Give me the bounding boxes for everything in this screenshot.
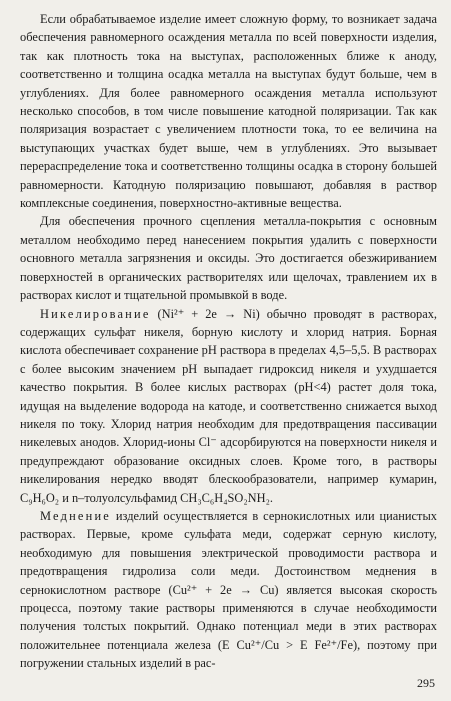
body-text	[20, 10, 437, 673]
page-number: 295	[417, 676, 435, 690]
paragraph-copper-plating: Меднение изделий осуществляется в сернокислотных или цианистых растворах. Первые, кроме сульфата меди, содержат серную кислоту, необходимую для повышения электрической проводимости раствора и предотвращения гидролиза соли меди. Достоинством меднения в сернокислотном растворе (Cu²⁺ + 2e → Cu) является высокая скорость процесса, поэтому такие растворы применяются в случае необходимости получения толстых покрытий. Однако потенциал меди в этих растворах положительнее потенциала железа (E Cu²⁺/Cu > E Fe²⁺/Fe), поэтому при погружении стальных изделий в рас-	[20, 508, 437, 671]
paragraph-nickel-plating: Никелирование (Ni²⁺ + 2e → Ni) обычно проводят в растворах, содержащих сульфат никеля, борную кислоту и хлорид натрия. Борная кислота обеспечивает сохранение pH раствора в пределах 4,5–5,5. В растворах с более высоким значением pH выпадает гидроксид никеля и ухудшается качество покрытия. В более кислых растворах (pH<4) растет доля тока, идущая на выделение водорода на катоде, и соответственно снижается выход никеля по току. Хлорид натрия необходим для предотвращения пассивации никелевых анодов. Хлорид-ионы Cl⁻ адсорбируются на поверхности никеля и предупреждают образование оксидных слоев. Кроме того, в растворы никелирования нередко вводят блескообразователи, например кумарин, C₉H₆O₂ и n–толуолсульфамид CH₃C₆H₄SO₂NH₂.	[20, 306, 437, 505]
paragraph-complex-shape: Если обрабатываемое изделие имеет сложную форму, то возникает задача обеспечения равномерного осаждения металла по всей поверхности изделия, так как плотность тока на выступах, расположенных ближе к аноду, соответственно и толщина осадка металла на выступах будут больше, чем в углублениях. Для более равномерного осаждения металла используют несколько способов, в том числе повышение катодной поляризации. Так как поляризация возрастает с увеличением плотности тока, то ее величина на выступающих участках будет выше, чем в углублениях. Это вызывает перераспределение тока и соответственно толщины осадка в сторону большей равномерности. Катодную поляризацию повышают, добавляя в раствор комплексные соединения, поверхностно-активные вещества.	[20, 12, 437, 211]
paragraph-adhesion: Для обеспечения прочного сцепления металла-покрытия с основным металлом необходимо перед нанесением покрытия удалить с поверхности основного металла загрязнения и оксиды. Это достигается обезжириванием поверхностей в органических растворителях или щелочах, травлением их в растворах кислот и тщательной промывкой в воде.	[20, 214, 437, 303]
nickel-plating-term: Никелирование	[40, 306, 151, 321]
copper-plating-term: Меднение	[40, 508, 111, 523]
